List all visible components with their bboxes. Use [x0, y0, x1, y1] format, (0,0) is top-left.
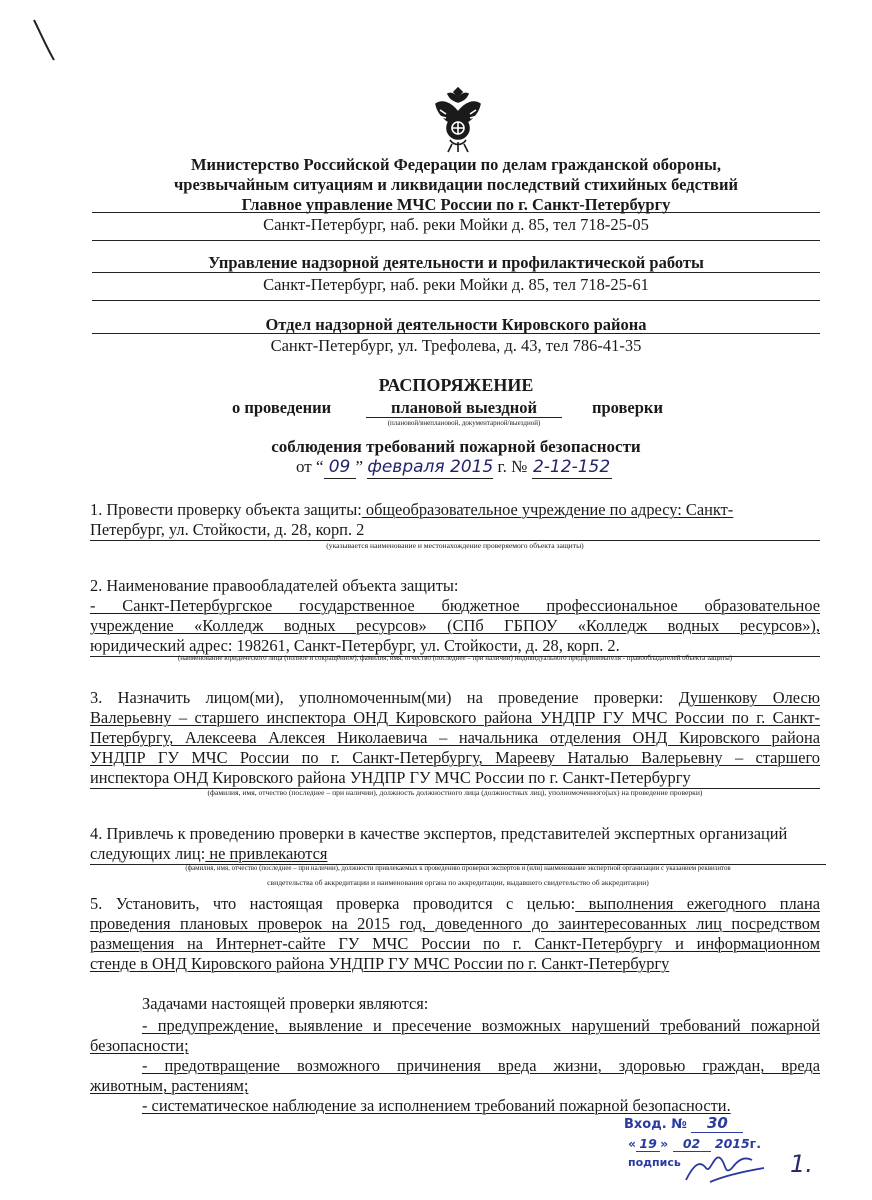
task-3: - систематическое наблюдение за исполнением требований пожарной безопасности. — [142, 1096, 731, 1115]
item-1-address: Петербург, ул. Стойкости, д. 28, корп. 2 — [90, 520, 820, 541]
header-rule-1 — [92, 212, 820, 213]
incoming-month: 02 — [673, 1136, 711, 1152]
header-rule-4 — [92, 300, 820, 301]
item-3-line2: Валерьевну – старшего инспектора ОНД Кировского района УНДПР ГУ МЧС России по г. Санкт- — [90, 708, 820, 727]
department-address: Санкт-Петербург, наб. реки Мойки д. 85, тел 718-25-61 — [263, 275, 649, 294]
item-2-caption: (наименование юридического лица (полное и сокращённое), фамилия, имя, отчество (последнее – при наличии) индивидуального предпринимателя - правообладателей объекта защиты) — [177, 654, 733, 662]
item-5-goal-start: выполнения ежегодного плана — [575, 894, 820, 913]
order-month-year: февраля 2015 — [367, 457, 494, 477]
task-1-line1: - предупреждение, выявление и пресечение возможных нарушений требований пожарной — [142, 1016, 820, 1035]
item-4-experts: не привлекаются — [205, 844, 328, 863]
item-2-lead: 2. Наименование правообладателей объекта защиты: — [90, 576, 459, 595]
item-3-line4: УНДПР ГУ МЧС России по г. Санкт-Петербургу, Марееву Наталью Валерьевну – старшего — [90, 748, 820, 767]
tasks-list — [90, 1016, 820, 1116]
item-1-caption: (указывается наименование и местонахождение проверяемого объекта защиты) — [326, 541, 584, 550]
title-about-suffix: проверки — [592, 398, 663, 417]
ministry-name-line3: Главное управление МЧС России по г. Санкт-Петербургу — [241, 195, 671, 214]
item-2-line3: юридический адрес: 198261, Санкт-Петербург, ул. Стойкости, д. 28, корп. 2. — [90, 636, 820, 657]
item-1-lead: 1. Провести проверку объекта защиты: — [90, 500, 362, 519]
item-4 — [90, 824, 826, 865]
item-4-lead: следующих лиц: — [90, 844, 206, 863]
item-5-line2: проведения плановых проверок на 2015 год, доведенного до заинтересованных лиц посредством — [90, 914, 820, 933]
item-3-line3: Петербургу, Алексеева Алексея Николаевича – начальника отделения ОНД Кировского района — [90, 728, 820, 747]
check-type-caption: (плановой/внеплановой, документарной/выездной) — [387, 419, 541, 427]
ministry-address: Санкт-Петербург, наб. реки Мойки д. 85, тел 718-25-05 — [263, 215, 649, 234]
check-type: плановой выездной — [366, 398, 562, 418]
item-5-lead: 5. Установить, что настоящая проверка проводится с целью: — [90, 894, 576, 913]
incoming-day: 19 — [636, 1136, 660, 1152]
incoming-year-suffix: г. — [749, 1136, 761, 1151]
date-from-label: от — [296, 457, 312, 476]
signature-mark — [680, 1146, 770, 1190]
title-subject: соблюдения требований пожарной безопасности — [271, 437, 641, 456]
order-date-line: от “ 09 ” февраля 2015 г. № 2-12-152 — [296, 457, 611, 477]
incoming-number: 30 — [691, 1114, 743, 1133]
item-5 — [90, 894, 820, 974]
pen-mark — [30, 16, 60, 64]
header-rule-3 — [92, 272, 820, 273]
item-3 — [90, 688, 820, 789]
order-number: 2-12-152 — [532, 457, 611, 477]
item-3-person-start: Душенкову Олесю — [678, 688, 820, 707]
date-close-quote: » — [660, 1136, 669, 1151]
item-2 — [90, 576, 820, 657]
item-2-line1: - Санкт-Петербургское государственное бюджетное профессиональное образовательное — [90, 596, 820, 615]
date-open-quote: « — [628, 1136, 637, 1151]
incoming-stamp — [624, 1114, 743, 1133]
ministry-name-line2: чрезвычайным ситуациям и ликвидации последствий стихийных бедствий — [174, 175, 738, 194]
division-name: Отдел надзорной деятельности Кировского района — [265, 315, 647, 334]
item-5-line4: стенде в ОНД Кировского района УНДПР ГУ МЧС России по г. Санкт-Петербургу — [90, 954, 670, 973]
item-4-line1: 4. Привлечь к проведению проверки в качестве экспертов, представителей экспертных организаций — [90, 824, 788, 843]
department-name: Управление надзорной деятельности и профилактической работы — [208, 253, 704, 272]
incoming-label: Вход. № — [624, 1117, 687, 1132]
header-rule-5 — [92, 333, 820, 334]
item-1 — [90, 500, 820, 541]
division-address: Санкт-Петербург, ул. Трефолева, д. 43, тел 786-41-35 — [270, 336, 642, 355]
item-3-line5: инспектора ОНД Кировского района УНДПР ГУ МЧС России по г. Санкт-Петербургу — [90, 768, 820, 789]
item-4-caption-2: свидетельства об аккредитации и наименования органа по аккредитации, выдавшего свидетельство об аккредитации) — [267, 878, 649, 887]
signature-label: подпись — [628, 1156, 681, 1169]
item-3-caption: (фамилия, имя, отчество (последнее – при наличии), должность должностного лица (должностных лиц), уполномоченного(ых) на проведение проверки) — [207, 788, 703, 797]
item-3-lead: 3. Назначить лицом(ми), уполномоченным(ми) на проведение проверки: — [90, 688, 664, 707]
item-5-line3: размещения на Интернет-сайте ГУ МЧС России по г. Санкт-Петербургу и информационном — [90, 934, 820, 953]
order-year-number-label: г. № — [497, 457, 528, 476]
ministry-name-line1: Министерство Российской Федерации по делам гражданской обороны, — [190, 155, 722, 174]
task-2-line1: - предотвращение возможного причинения вреда жизни, здоровью граждан, вреда — [142, 1056, 820, 1075]
header-rule-2 — [92, 240, 820, 241]
page-number: 1. — [790, 1150, 813, 1178]
order-day: 09 — [324, 456, 356, 479]
document-title: РАСПОРЯЖЕНИЕ — [378, 375, 534, 395]
title-about-prefix: о проведении — [232, 398, 332, 417]
emchs-emblem — [430, 84, 486, 156]
incoming-year: 2015 — [714, 1136, 750, 1151]
item-1-object: общеобразовательное учреждение по адресу: Санкт- — [361, 500, 734, 519]
item-2-line2: учреждение «Колледж водных ресурсов» (СПб ГБПОУ «Колледж водных ресурсов»), — [90, 616, 820, 635]
tasks-heading: Задачами настоящей проверки являются: — [142, 994, 429, 1013]
task-1-line2: безопасности; — [90, 1036, 189, 1055]
task-2-line2: животным, растениям; — [90, 1076, 249, 1095]
item-4-caption-1: (фамилия, имя, отчество (последнее – при наличии), должности привлекаемых к проведению проверки экспертов и (или) наименование экспертной организации с указанием реквизитов — [185, 865, 731, 872]
